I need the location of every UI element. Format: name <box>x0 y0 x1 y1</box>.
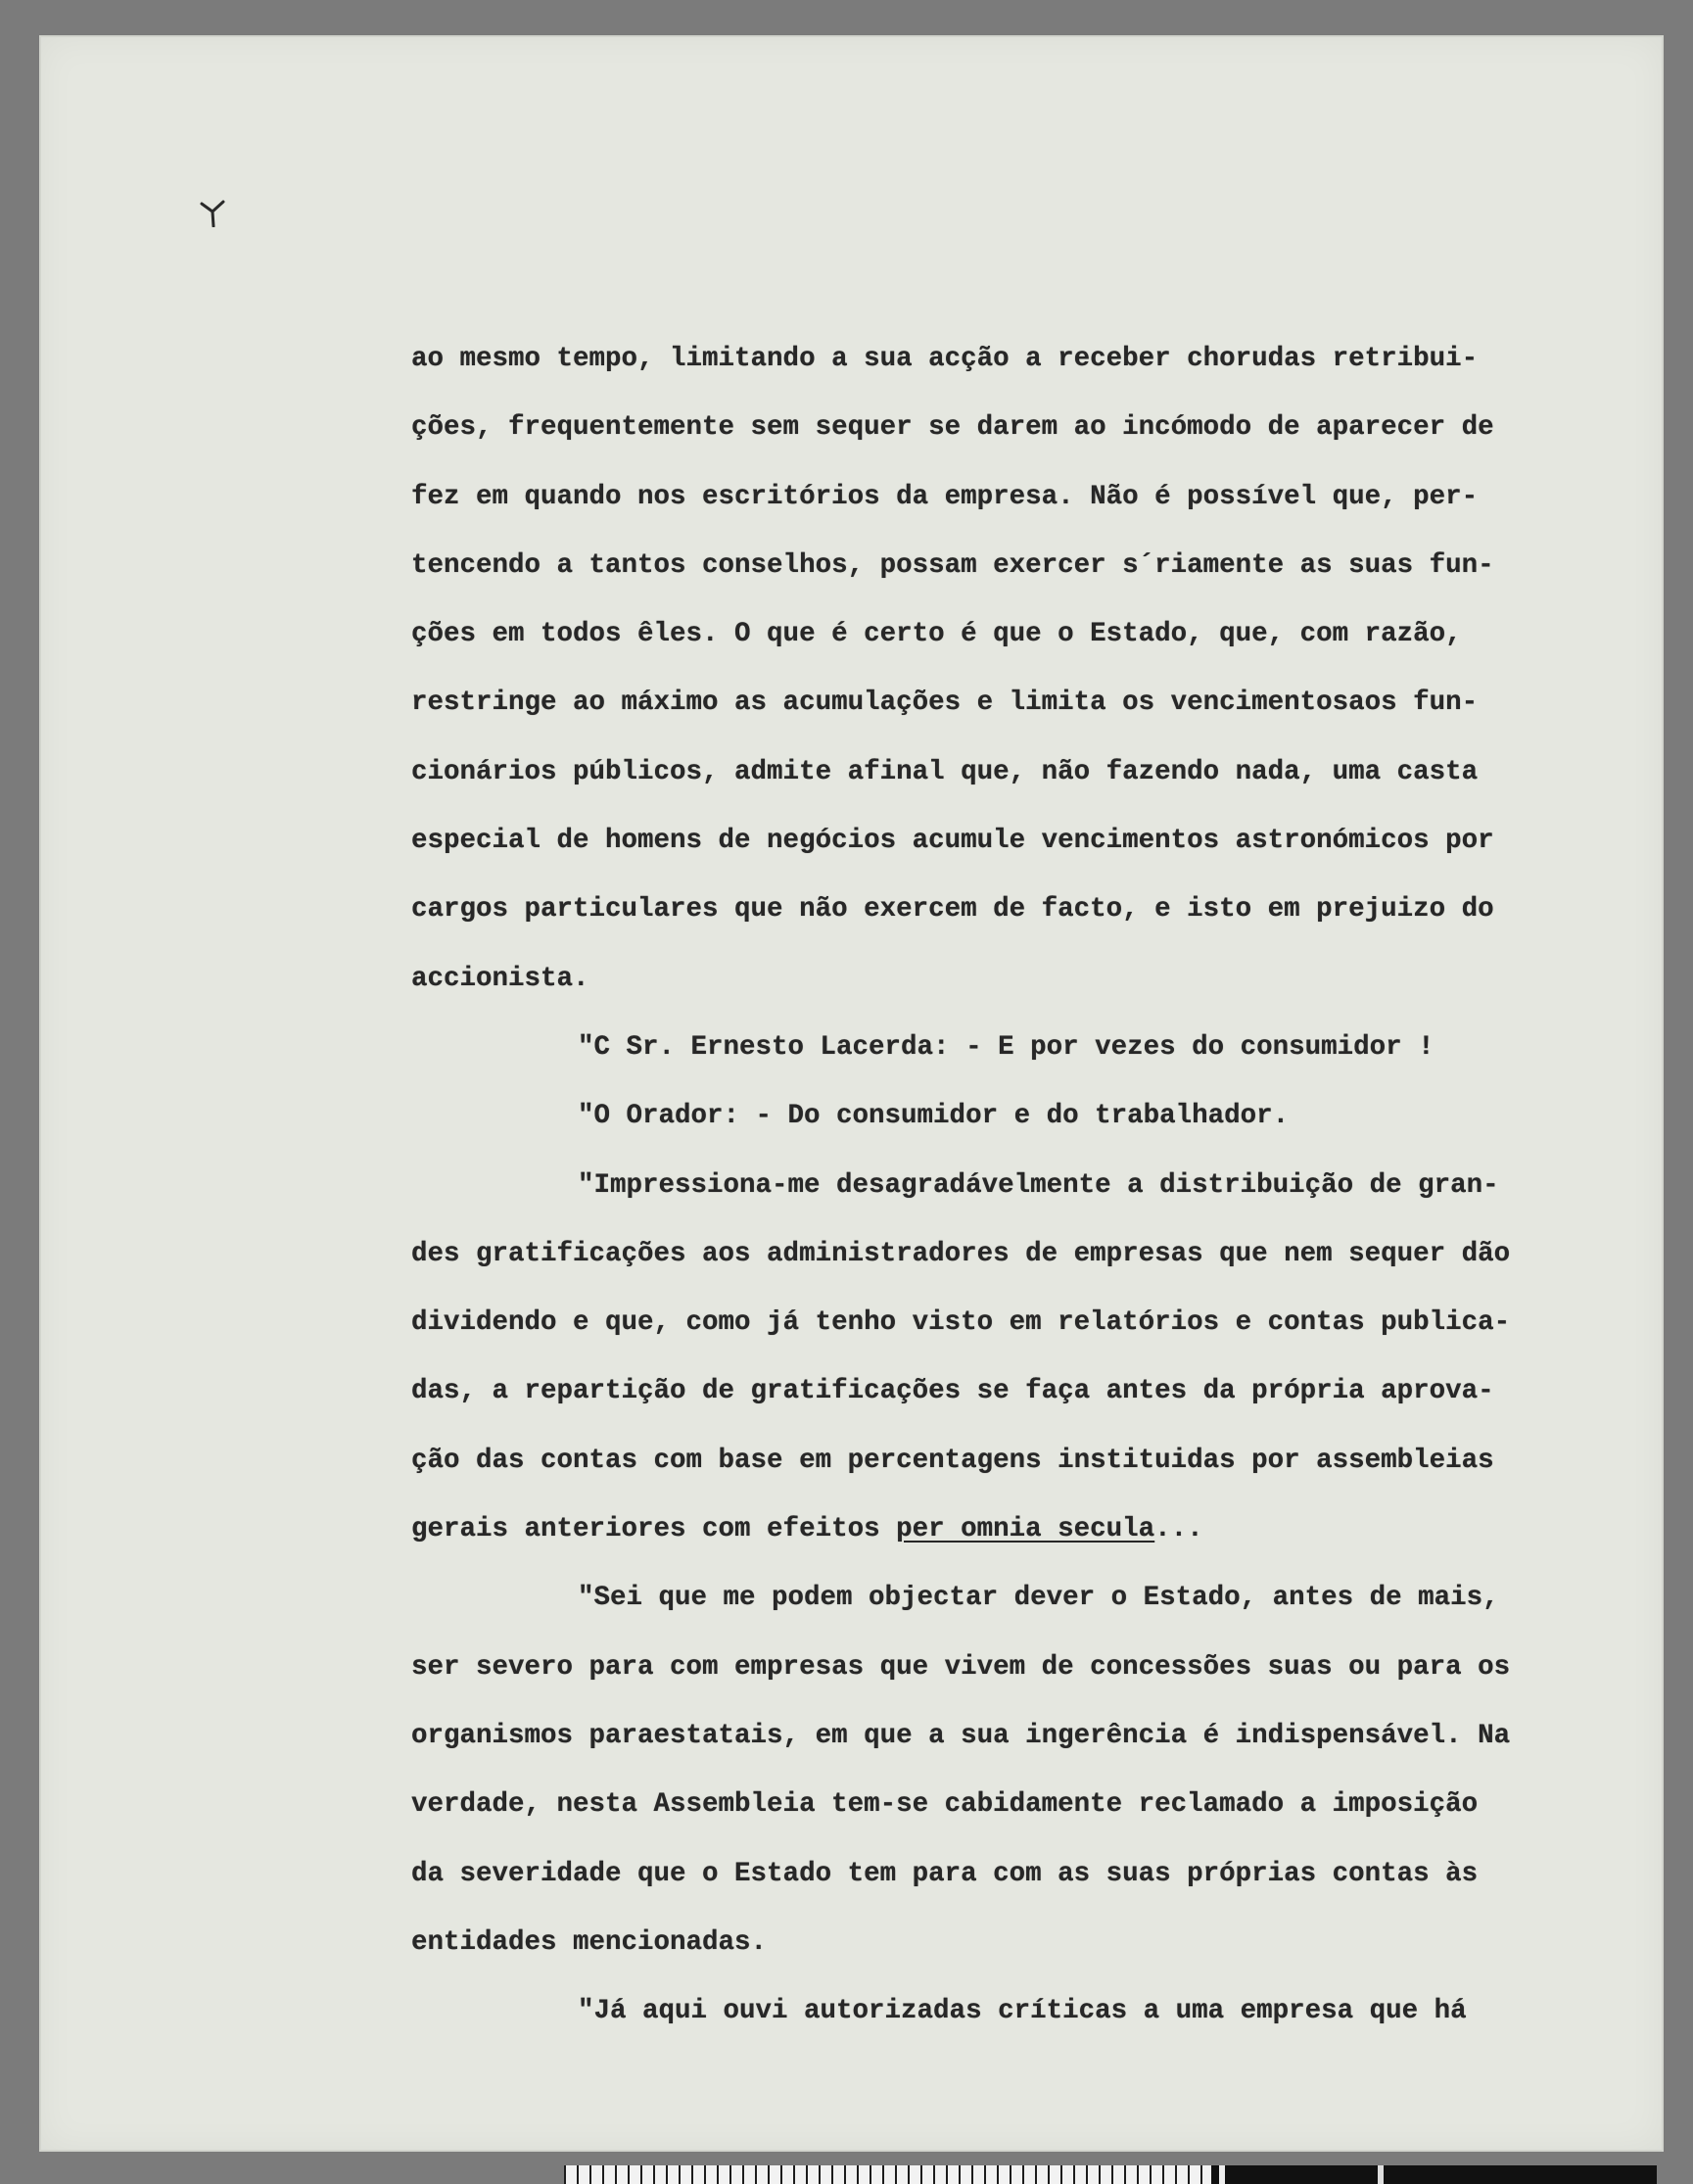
text-line: ser severo para com empresas que vivem de concessões suas ou para os <box>411 1651 1511 1683</box>
text-line: fez em quando nos escritórios da empresa. Não é possível que, per- <box>411 481 1479 512</box>
underlined-latin-phrase: per omnia secula <box>896 1514 1155 1545</box>
pencil-mark-icon <box>200 200 225 227</box>
text-line: organismos paraestatais, em que a sua ingerência é indispensável. Na <box>411 1720 1511 1751</box>
text-line: entidades mencionadas. <box>411 1926 768 1958</box>
text-line: especial de homens de negócios acumule vencimentos astronómicos por <box>411 826 1494 857</box>
text-line: restringe ao máximo as acumulações e limita os vencimentosaos fun- <box>411 688 1479 719</box>
text-line: des gratificações aos administradores de empresas que nem sequer dão <box>411 1238 1511 1269</box>
text-line: dividendo e que, como já tenho visto em relatórios e contas publica- <box>411 1307 1511 1339</box>
text-segment: gerais anteriores com efeitos <box>411 1514 897 1545</box>
text-line: ção das contas com base em percentagens instituidas por assembleias <box>411 1445 1494 1476</box>
text-line: "O Orador: - Do consumidor e do trabalhador. <box>578 1101 1290 1132</box>
document-page <box>39 35 1664 2152</box>
text-line: "Impressiona-me desagradávelmente a distribuição de gran- <box>578 1169 1499 1201</box>
scan-scale-bar <box>564 2165 1657 2184</box>
text-line: ções em todos êles. O que é certo é que o Estado, que, com razão, <box>411 619 1462 650</box>
text-line: ções, frequentemente sem sequer se darem ao incómodo de aparecer de <box>411 412 1494 444</box>
text-line: tencendo a tantos conselhos, possam exercer s´riamente as suas fun- <box>411 549 1494 581</box>
scale-bar-light-segment <box>564 2165 1211 2184</box>
scale-bar-dark-segment <box>1211 2165 1657 2184</box>
text-line: accionista. <box>411 963 589 994</box>
text-line <box>411 1496 1586 1564</box>
typed-text-block <box>411 325 1586 2046</box>
text-line: cargos particulares que não exercem de facto, e isto em prejuizo do <box>411 894 1494 926</box>
text-line: ao mesmo tempo, limitando a sua acção a receber chorudas retribui- <box>411 344 1479 374</box>
text-line: "C Sr. Ernesto Lacerda: - E por vezes do consumidor ! <box>578 1031 1434 1063</box>
text-segment: ... <box>1154 1514 1203 1545</box>
text-line: "Já aqui ouvi autorizadas críticas a uma empresa que há <box>578 1996 1467 2027</box>
text-line: da severidade que o Estado tem para com as suas próprias contas às <box>411 1858 1479 1889</box>
text-line: "Sei que me podem objectar dever o Estado, antes de mais, <box>578 1583 1499 1614</box>
text-line: verdade, nesta Assembleia tem-se cabidamente reclamado a imposição <box>411 1789 1479 1821</box>
text-line: das, a repartição de gratificações se faça antes da própria aprova- <box>411 1376 1494 1407</box>
text-line: cionários públicos, admite afinal que, não fazendo nada, uma casta <box>411 756 1479 787</box>
